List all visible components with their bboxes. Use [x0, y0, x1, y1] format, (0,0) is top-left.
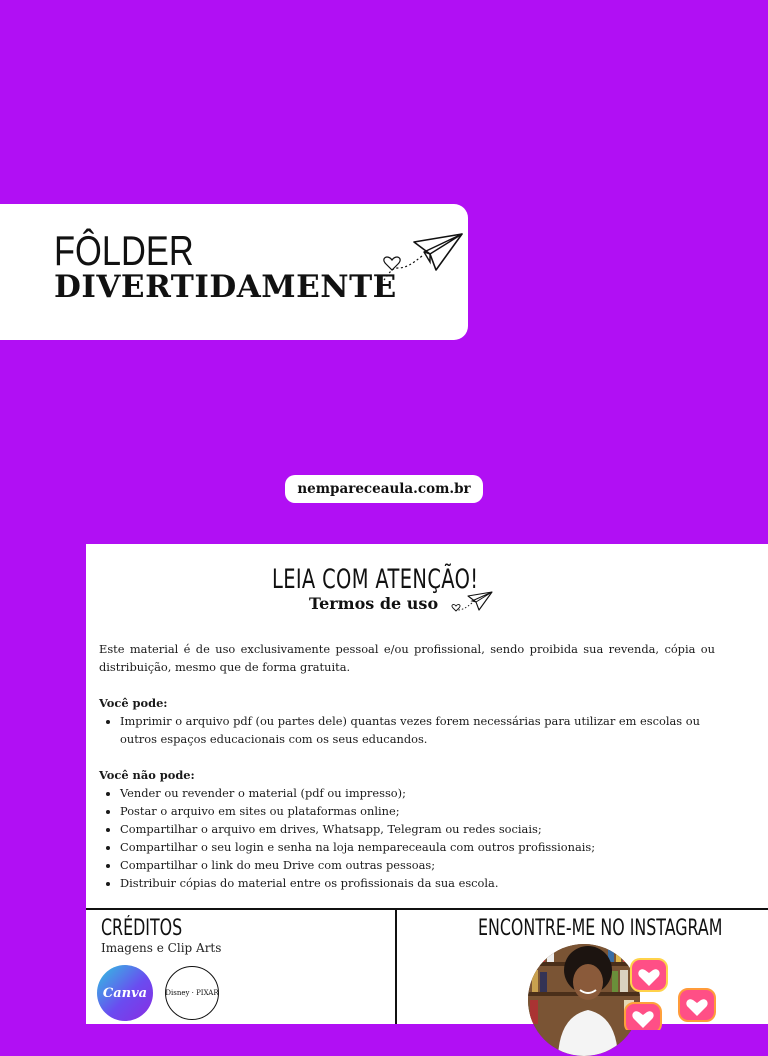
terms-intro: Este material é de uso exclusivamente pessoal e/ou profissional, sendo proibida sua revenda, cópia ou distribuição, mesmo que de forma gratuita.	[99, 642, 715, 674]
heart-notification-icon	[622, 1000, 666, 1030]
can-list	[99, 712, 715, 748]
notice-heading: LEIA COM ATENÇÃO!	[272, 564, 479, 595]
heart-notification-icon	[628, 956, 672, 1000]
title-line2: DIVERTIDAMENTE	[54, 269, 397, 305]
column-divider	[395, 908, 397, 1024]
instagram-heading: ENCONTRE-ME NO INSTAGRAM	[478, 916, 723, 941]
list-item: • Distribuir cópias do material entre os profissionais da sua escola.	[120, 874, 715, 892]
cannot-heading: Você não pode:	[99, 768, 195, 782]
terms-content	[99, 640, 715, 892]
list-item: • Vender ou revender o material (pdf ou impresso);	[120, 784, 715, 802]
paper-plane-small-icon	[448, 588, 494, 620]
list-item: • Postar o arquivo em sites ou plataformas online;	[120, 802, 715, 820]
title-line1: FÔLDER	[54, 227, 194, 274]
list-item: • Compartilhar o link do meu Drive com outras pessoas;	[120, 856, 715, 874]
paper-plane-icon	[378, 228, 464, 288]
can-heading: Você pode:	[99, 696, 168, 710]
list-item: • Imprimir o arquivo pdf (ou partes dele) quantas vezes forem necessárias para utilizar em escolas ou outros espaços educacionais com os seus educandos.	[120, 712, 715, 748]
cannot-list	[99, 784, 715, 892]
disney-pixar-logo: Disney · PIXAR	[165, 966, 219, 1020]
list-item: • Compartilhar o seu login e senha na loja nempareceaula com outros profissionais;	[120, 838, 715, 856]
notice-subheading: Termos de uso	[309, 594, 439, 613]
credits-heading: CRÉDITOS	[101, 916, 183, 941]
canva-logo: Canva	[97, 965, 153, 1021]
heart-notification-icon	[676, 986, 720, 1030]
list-item: • Compartilhar o arquivo em drives, Whatsapp, Telegram ou redes sociais;	[120, 820, 715, 838]
site-link[interactable]: nempareceaula.com.br	[285, 475, 483, 503]
section-divider	[86, 908, 768, 910]
credits-subtitle: Imagens e Clip Arts	[101, 941, 222, 955]
